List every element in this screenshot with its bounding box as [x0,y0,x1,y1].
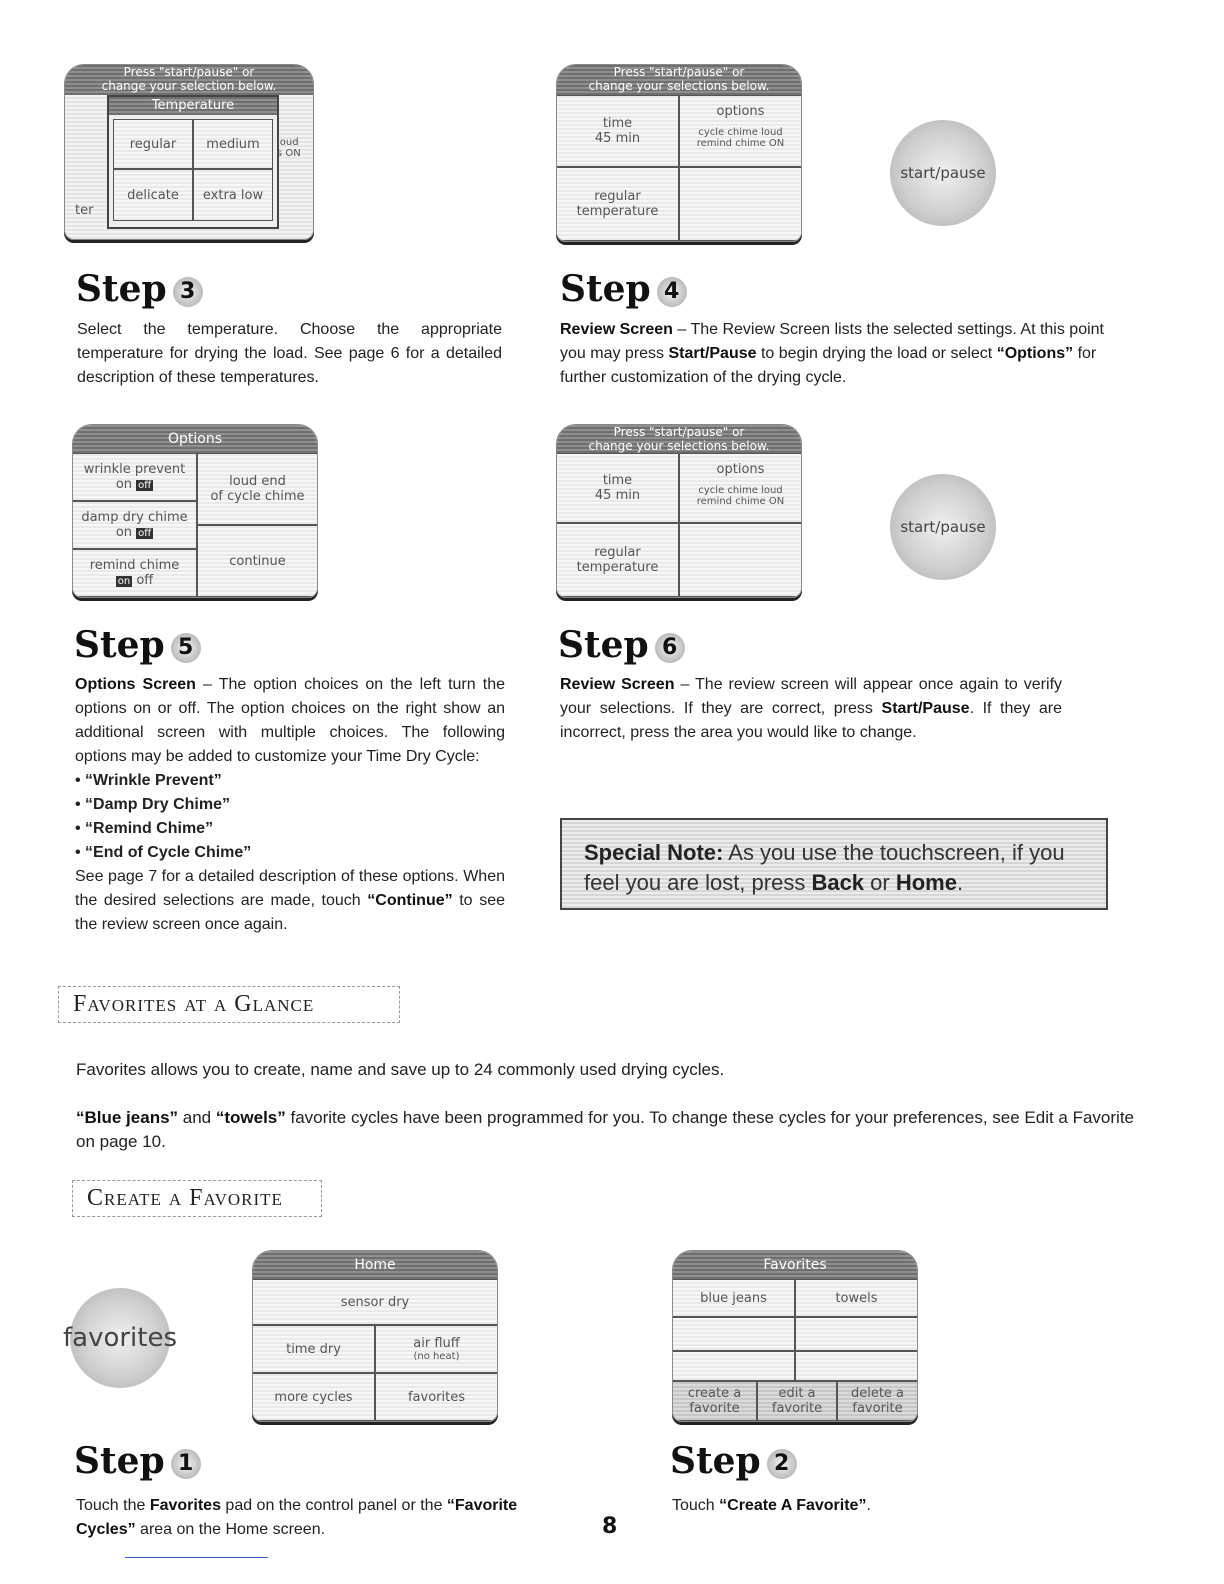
delete-a-favorite-button[interactable] [837,1381,917,1421]
list-item: • “Remind Chime” [75,820,214,837]
note-text-2: or [864,870,896,895]
step-number-icon: 4 [657,277,687,307]
favorites-button[interactable]: favorites [375,1373,497,1421]
back-bold: Back [811,870,865,895]
start-pause-button[interactable]: start/pause [890,474,996,580]
off-selected: off [138,527,152,539]
step-label: Step [76,268,167,310]
edge-text-2: s ON [277,148,301,159]
temp-regular-button[interactable]: regular [113,119,193,169]
options-button[interactable] [679,95,801,167]
favorites-intro: Favorites allows you to create, name and save up to 24 commonly used drying cycles. [76,1060,725,1079]
step-label: Step [74,624,165,666]
header-line-2: change your selections below. [588,439,770,453]
towels-bold: “towels” [215,1108,286,1127]
header-line-2: change your selections below. [588,79,770,93]
special-note-text [584,838,1084,898]
background-text-right [277,137,301,159]
favorites-at-a-glance-heading: Favorites at a Glance [58,986,400,1023]
create-label-2: favorite [689,1401,740,1416]
text-1: and [178,1108,216,1127]
blue-jeans-button[interactable]: blue jeans [673,1279,795,1317]
step-label: Step [560,268,651,310]
empty-slot [673,1317,795,1351]
step-2-text [672,1494,1122,1518]
text-1: Touch the [76,1497,150,1514]
air-fluff-label: air fluff [413,1336,460,1351]
text-2: pad on the control panel or the [220,1497,447,1514]
screen-header [557,65,801,95]
start-pause-button[interactable]: start/pause [890,120,996,226]
step-5-text [75,673,505,937]
step-1-heading [74,1440,201,1482]
start-pause-bold: Start/Pause [668,345,757,362]
off-label: off [136,572,154,588]
create-a-favorite-bold: “Create A Favorite” [719,1497,867,1514]
temperature-value: temperature [576,204,659,219]
wrinkle-label: wrinkle prevent [83,461,186,477]
option-line-2: remind chime ON [696,138,785,149]
favorites-screen [672,1250,918,1422]
favorite-cycles-bold: “Favorite Cycles” [76,1497,518,1538]
temperature-popup [107,95,279,229]
off-selected: off [138,479,152,491]
empty-cell [679,523,801,597]
empty-slot [795,1351,917,1381]
favorites-pad-button[interactable]: favorites [70,1288,170,1388]
create-label-1: create a [687,1386,742,1401]
delete-label-2: favorite [852,1401,903,1416]
temperature-value: temperature [576,560,659,575]
options-label: options [716,462,765,477]
empty-slot [795,1317,917,1351]
temperature-button[interactable] [557,167,679,241]
temperature-screen [64,64,314,240]
create-a-favorite-button[interactable] [673,1381,757,1421]
page-number: 8 [602,1514,618,1539]
damp-label: damp dry chime [81,509,188,525]
blue-jeans-bold: “Blue jeans” [76,1108,179,1127]
step-label: Step [670,1440,761,1482]
step-2-heading [670,1440,797,1482]
step-number-icon: 6 [655,633,685,663]
text-2: . [866,1497,871,1514]
text-1: – The Review Screen lists the selected settings. At this point you may press [560,321,1104,362]
review-screen [556,64,802,242]
options-bold: “Options” [996,345,1074,362]
step-number-icon: 5 [171,633,201,663]
more-cycles-button[interactable]: more cycles [253,1373,375,1421]
screen-header [557,425,801,453]
options-label: options [716,104,765,119]
note-text-1: As you use the touchscreen, if you feel you are lost, press [584,840,1065,895]
towels-button[interactable]: towels [795,1279,917,1317]
time-dry-button[interactable]: time dry [253,1325,375,1373]
screen-header: Favorites [673,1251,917,1279]
empty-cell [679,167,801,241]
end-label-2: of cycle chime [210,489,305,504]
options-button[interactable] [679,453,801,523]
text-3: area on the Home screen. [135,1521,326,1538]
edit-a-favorite-button[interactable] [757,1381,837,1421]
step-3-text: Select the temperature. Choose the appropriate temperature for drying the load. See page 6 for a detailed description of these temperatures. [77,321,502,386]
temp-delicate-button[interactable]: delicate [113,169,193,221]
on-label: on [115,476,133,492]
continue-bold: “Continue” [367,892,453,909]
review-screen-bold: Review Screen [560,321,673,338]
remind-label: remind chime [89,557,180,573]
time-label: time [602,473,633,488]
temp-extra-low-button[interactable]: extra low [193,169,273,221]
text-1: – The option choices on the left turn the options on or off. The option choices on the right show an additional screen with multiple choices. The following options may be added to customize your Time Dry Cycle: [75,676,505,765]
step-number-icon: 1 [171,1449,201,1479]
header-line-2: change your selection below. [101,79,277,93]
time-value: 45 min [594,131,641,146]
option-line-1: cycle chime loud [698,485,783,496]
edit-label-1: edit a [778,1386,816,1401]
favorites-programmed-text [76,1106,1146,1154]
temperature-label: regular [594,189,641,204]
step-number-icon: 3 [173,277,203,307]
time-value: 45 min [594,488,641,503]
text-3: to see the review screen once again. [75,892,505,933]
delete-label-1: delete a [850,1386,905,1401]
note-text-3: . [956,870,964,895]
time-button[interactable] [557,95,679,167]
step-6-heading [558,624,685,666]
text-2: See page 7 for a detailed description of these options. When the desired selections are made, touch [75,868,505,909]
step-5-heading [74,624,201,666]
text-2: . If they are incorrect, press the area you would like to change. [560,700,1063,741]
favorites-bold: Favorites [149,1497,221,1514]
options-list [75,769,505,865]
continue-button[interactable]: continue [197,525,317,597]
text-1: – The review screen will appear once again to verify your selections. If they are correct, press [560,676,1063,717]
screen-header: Options [73,425,317,453]
home-screen [252,1250,498,1422]
option-line-2: remind chime ON [696,496,785,507]
review-screen-again [556,424,802,598]
text-2: favorite cycles have been programmed for you. To change these cycles for your preferences, see Edit a Favorite on page 10. [76,1108,1134,1151]
step-label: Step [74,1440,165,1482]
header-line-1: Press "start/pause" or [613,425,745,439]
text-2: to begin drying the load or select [756,345,997,362]
sensor-dry-button[interactable]: sensor dry [253,1279,497,1325]
no-heat-label: (no heat) [413,1351,460,1362]
popup-title: Temperature [109,97,277,115]
list-item: • “Damp Dry Chime” [75,796,230,813]
step-6-text [560,673,1062,745]
header-line-1: Press "start/pause" or [613,65,745,79]
temp-medium-button[interactable]: medium [193,119,273,169]
damp-dry-chime-toggle[interactable] [73,501,197,549]
options-screen [72,424,318,598]
time-button[interactable] [557,453,679,523]
step-4-text [560,318,1110,390]
step-1-text [76,1494,526,1542]
screen-header: Home [253,1251,497,1279]
review-screen-bold: Review Screen [560,676,675,693]
start-pause-bold: Start/Pause [881,700,970,717]
options-screen-bold: Options Screen [75,676,196,693]
divider-line [125,1557,268,1558]
step-number-icon: 2 [767,1449,797,1479]
temperature-label: regular [594,545,641,560]
end-label-1: loud end [229,474,286,489]
screen-header [65,65,313,95]
step-4-heading [560,268,687,310]
time-label: time [602,116,633,131]
on-label: on [115,524,133,540]
create-a-favorite-heading: Create a Favorite [72,1180,322,1217]
step-3-heading [76,268,203,310]
home-bold: Home [895,870,957,895]
text-1: Touch [672,1497,720,1514]
empty-slot [673,1351,795,1381]
wrinkle-prevent-toggle[interactable] [73,453,197,501]
background-text-left: ter [75,203,94,218]
special-note-box [560,818,1108,910]
text-3: for further customization of the drying cycle. [560,345,1097,386]
edge-text-1: loud [277,137,299,148]
step-label: Step [558,624,649,666]
list-item: • “Wrinkle Prevent” [75,772,222,789]
remind-chime-toggle[interactable] [73,549,197,597]
option-line-1: cycle chime loud [698,127,783,138]
end-of-cycle-chime-button[interactable] [197,453,317,525]
temperature-button[interactable] [557,523,679,597]
air-fluff-button[interactable] [375,1325,497,1373]
special-note-bold: Special Note: [584,840,724,865]
header-line-1: Press "start/pause" or [123,65,255,79]
list-item: • “End of Cycle Chime” [75,844,252,861]
edit-label-2: favorite [771,1401,823,1416]
on-selected: on [117,575,131,587]
